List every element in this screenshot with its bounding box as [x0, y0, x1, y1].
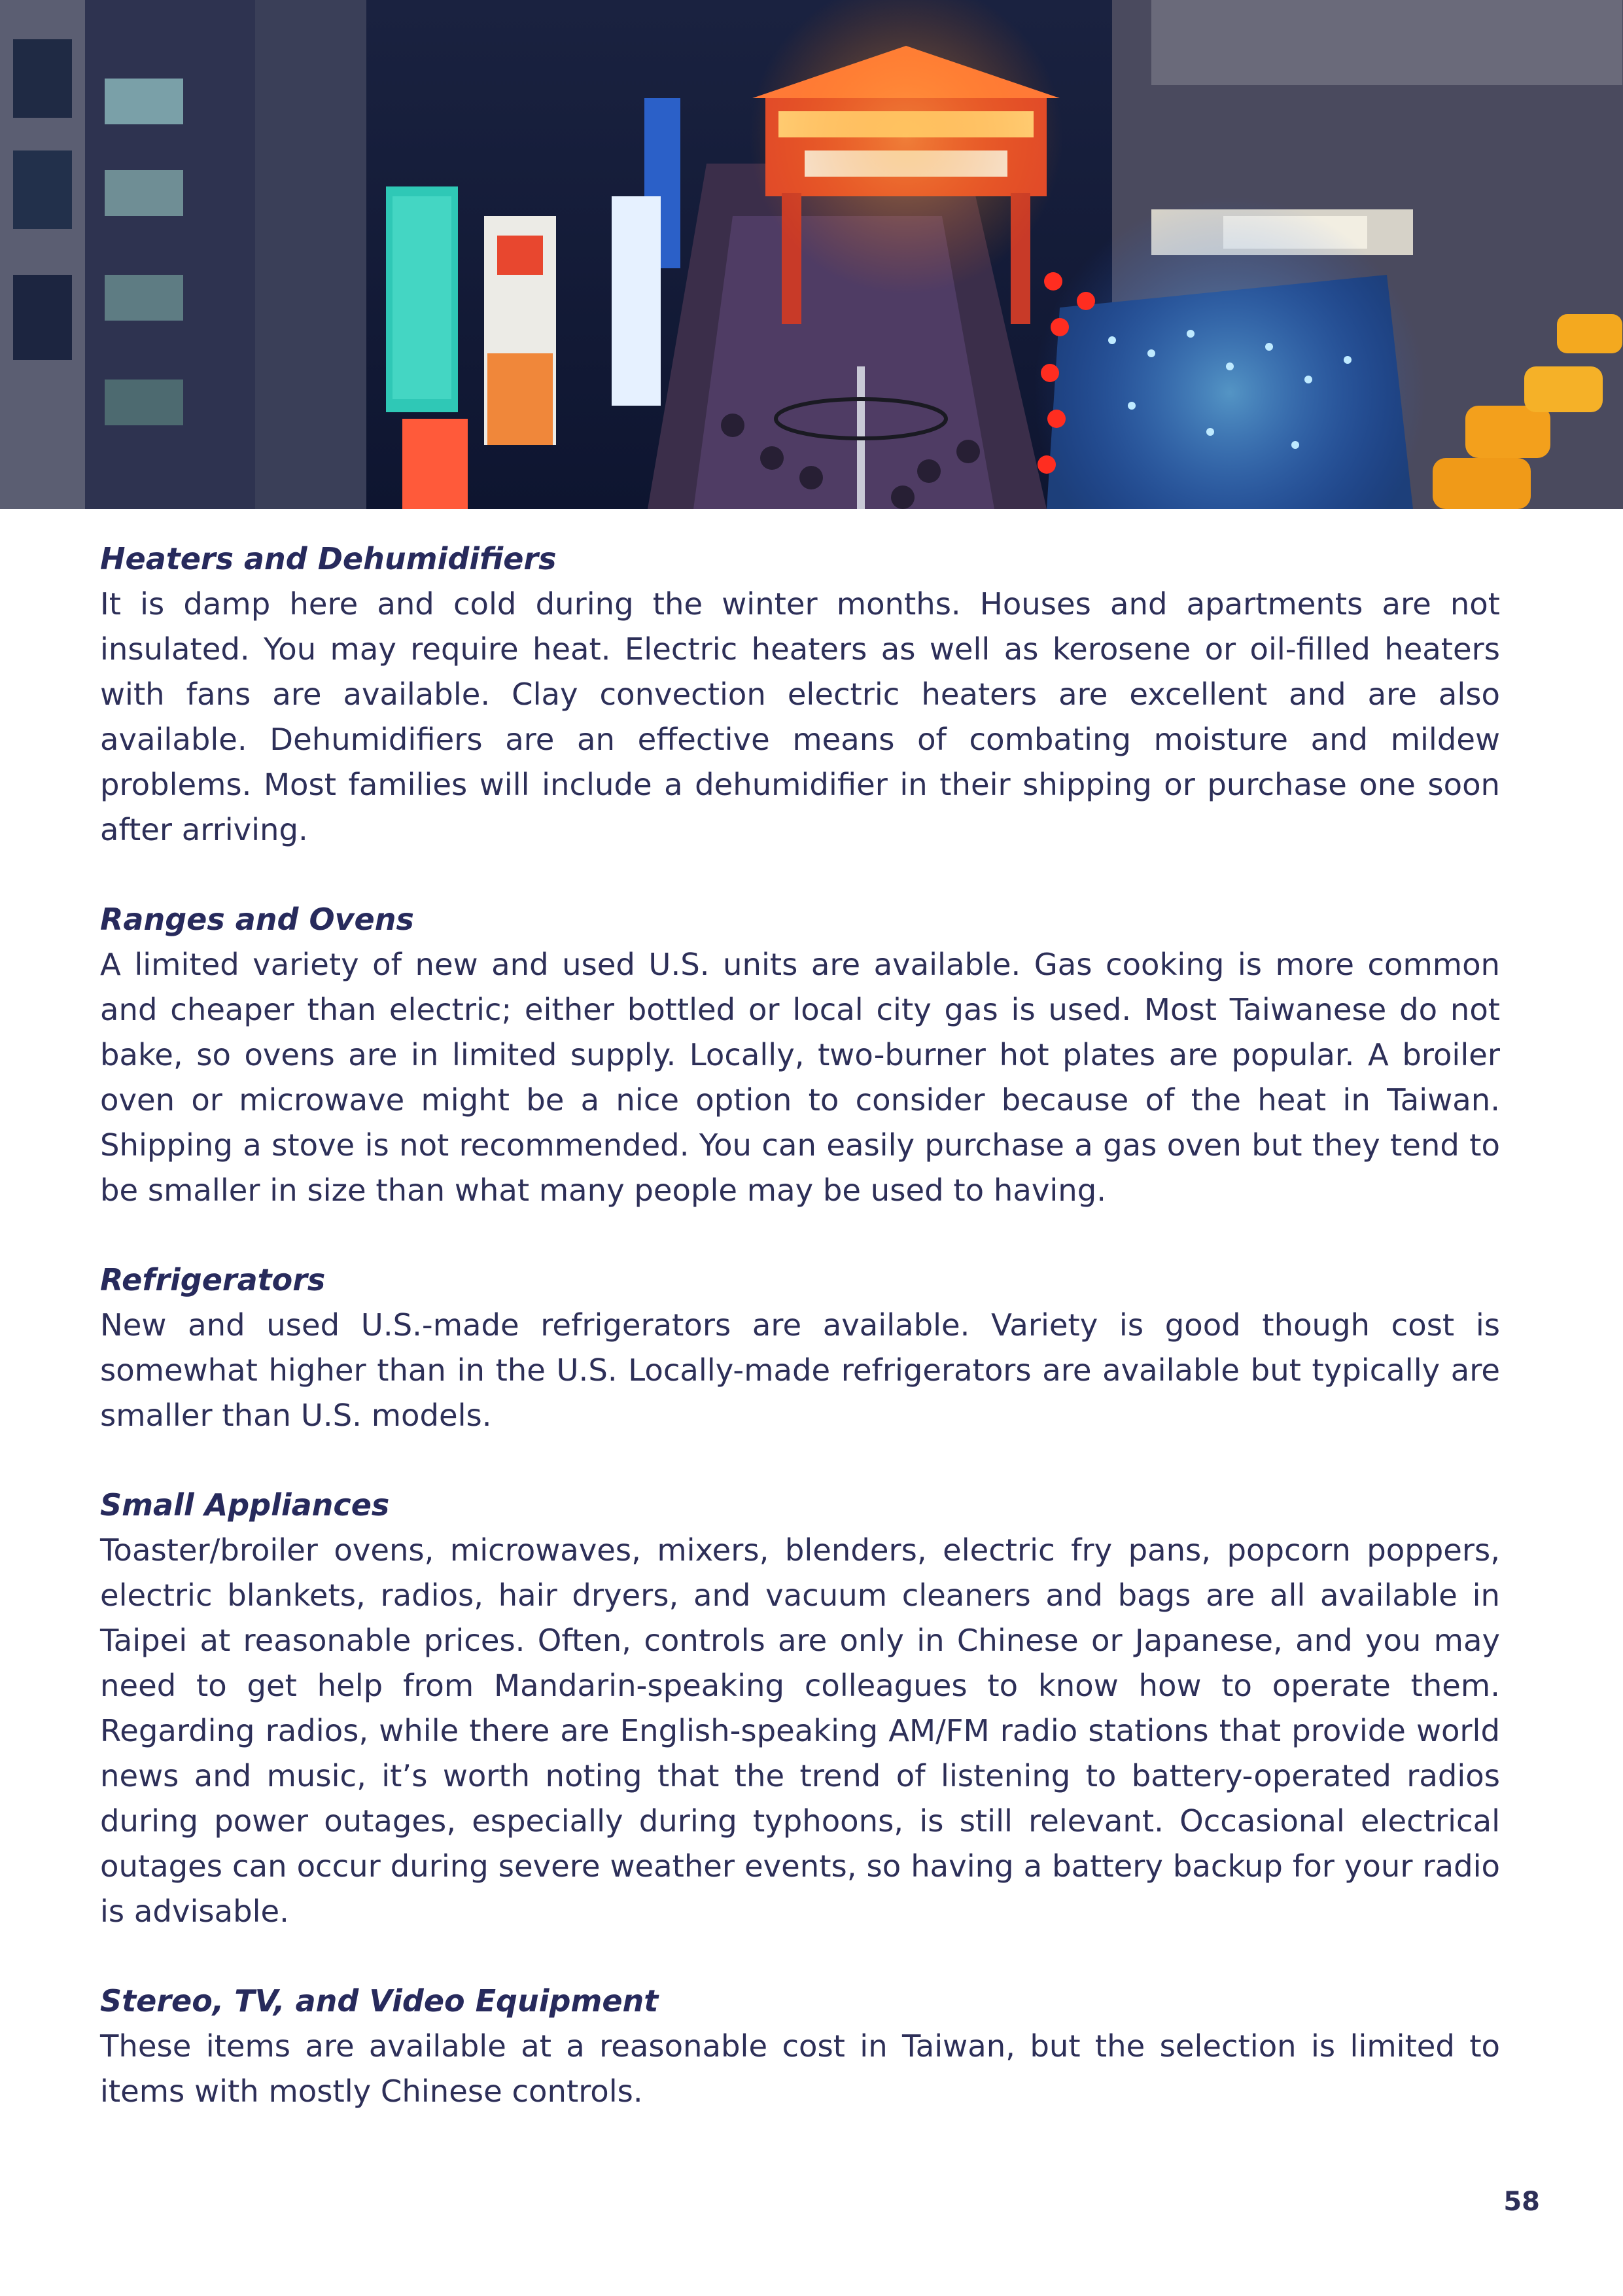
section-heaters — [100, 537, 1500, 853]
section-stereo-tv — [100, 1979, 1500, 2114]
section-heading: Refrigerators — [100, 1262, 326, 1298]
night-market-photo — [0, 0, 1623, 509]
section-small-appliances — [100, 1483, 1500, 1934]
section-body: Toaster/broiler ovens, microwaves, mixers, blenders, electric fry pans, popcorn poppers, electric blankets, radios, hair dryers, and vacuum cleaners and bags are all available in Taipei at reasonable prices. Often, controls are only in Chinese or Japanese, and you may need to get help from Mandarin-speaking colleagues to know how to operate them. Regarding radios, while there are English-speaking AM/FM radio stations that provide world news and music, it’s worth noting that the trend of listening to battery-operated radios during power outages, especially during typhoons, is still relevant. Occasional electrical outages can occur during severe weather events, so having a battery backup for your radio is advisable. — [100, 1532, 1500, 1929]
page-number: 58 — [1503, 2187, 1540, 2217]
section-body: These items are available at a reasonable cost in Taiwan, but the selection is limited to items with mostly Chinese controls. — [100, 2028, 1500, 2109]
section-body: New and used U.S.-made refrigerators are available. Variety is good though cost is somewhat higher than in the U.S. Locally-made refrigerators are available but typically are smaller than U.S. models. — [100, 1307, 1500, 1433]
section-body: A limited variety of new and used U.S. units are available. Gas cooking is more common and cheaper than electric; either bottled or local city gas is used. Most Taiwanese do not bake, so ovens are in limited supply. Locally, two-burner hot plates are popular. A broiler oven or microwave might be a nice option to consider because of the heat in Taiwan. Shipping a stove is not recommended. You can easily purchase a gas oven but they tend to be smaller in size than what many people may be used to having. — [100, 947, 1500, 1208]
section-ranges — [100, 897, 1500, 1213]
section-heading: Heaters and Dehumidifiers — [100, 541, 557, 576]
section-heading: Ranges and Ovens — [100, 902, 414, 937]
section-refrigerators — [100, 1258, 1500, 1438]
section-heading: Small Appliances — [100, 1487, 390, 1523]
section-body: It is damp here and cold during the winter months. Houses and apartments are not insulated. You may require heat. Electric heaters as well as kerosene or oil-filled heaters with fans are available. Clay convection electric heaters are excellent and are also available. Dehumidifiers are an effective means of combating moisture and mildew problems. Most families will include a dehumidifier in their shipping or purchase one soon after arriving. — [100, 586, 1500, 847]
hero-photo — [0, 0, 1623, 509]
section-heading: Stereo, TV, and Video Equipment — [100, 1983, 659, 2019]
document-body — [100, 537, 1500, 2159]
